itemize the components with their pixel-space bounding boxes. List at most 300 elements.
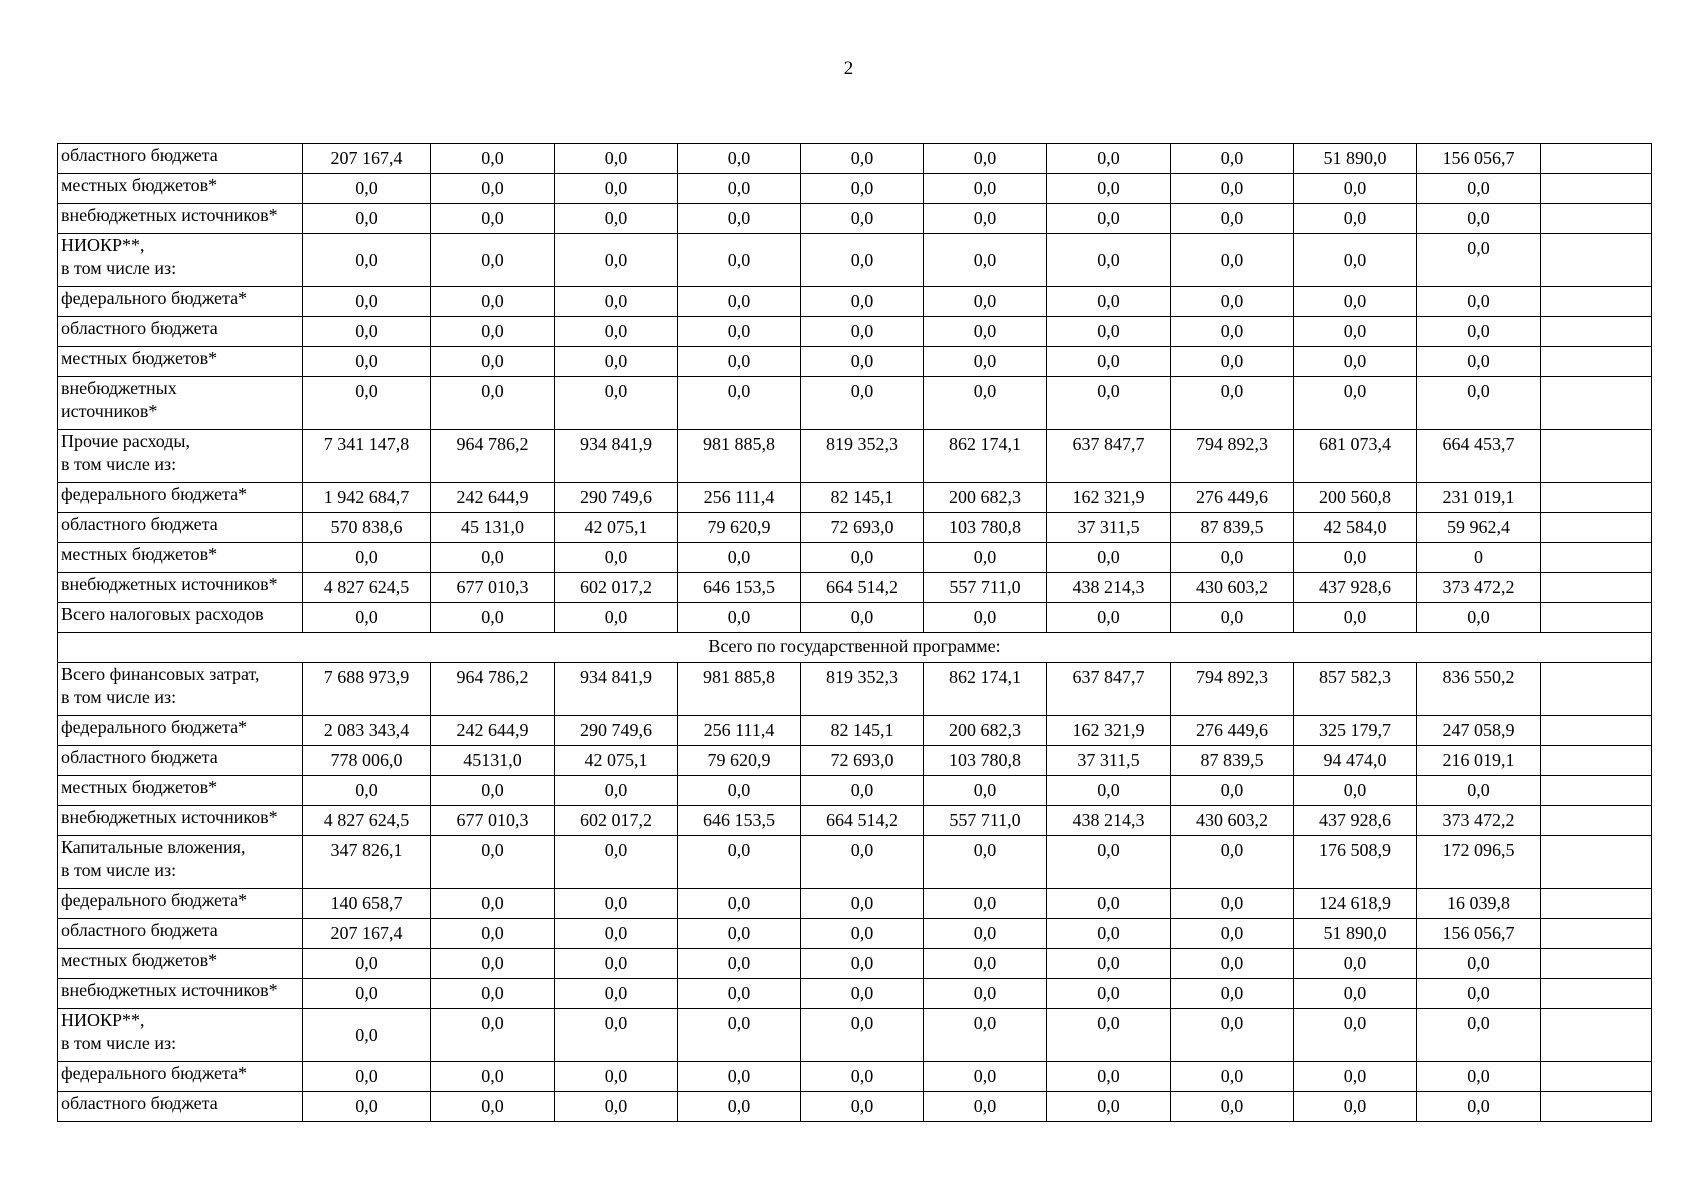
value-cell — [1541, 430, 1652, 483]
value-cell: 0,0 — [1171, 776, 1294, 806]
value-cell: 0,0 — [431, 144, 555, 174]
value-cell: 0,0 — [924, 1009, 1047, 1062]
value-cell: 0,0 — [555, 949, 678, 979]
value-cell: 0,0 — [801, 603, 924, 633]
table-row — [58, 513, 1652, 543]
value-cell: 0,0 — [924, 234, 1047, 287]
value-cell: 0,0 — [1294, 347, 1417, 377]
value-cell: 0,0 — [678, 776, 801, 806]
value-cell: 981 885,8 — [678, 430, 801, 483]
row-label — [58, 949, 303, 979]
value-cell: 373 472,2 — [1417, 806, 1541, 836]
value-cell: 0,0 — [801, 144, 924, 174]
row-label-line: местных бюджетов* — [61, 544, 218, 564]
value-cell: 0,0 — [924, 204, 1047, 234]
value-cell — [1541, 204, 1652, 234]
value-cell: 247 058,9 — [1417, 716, 1541, 746]
value-cell: 0,0 — [1171, 979, 1294, 1009]
value-cell: 4 827 624,5 — [303, 573, 431, 603]
value-cell — [1541, 1009, 1652, 1062]
value-cell — [1541, 836, 1652, 889]
value-cell: 0,0 — [1417, 377, 1541, 430]
value-cell: 0,0 — [431, 776, 555, 806]
value-cell: 0,0 — [1047, 377, 1171, 430]
row-label — [58, 287, 303, 317]
value-cell: 934 841,9 — [555, 430, 678, 483]
value-cell: 207 167,4 — [303, 144, 431, 174]
value-cell: 0,0 — [555, 377, 678, 430]
value-cell: 0,0 — [924, 347, 1047, 377]
section-title: Всего по государственной программе: — [58, 633, 1652, 663]
value-cell: 0,0 — [801, 889, 924, 919]
value-cell: 290 749,6 — [555, 483, 678, 513]
row-label — [58, 1092, 303, 1122]
value-cell — [1541, 949, 1652, 979]
value-cell: 0,0 — [1047, 234, 1171, 287]
row-label-line: НИОКР**, — [61, 1010, 145, 1030]
value-cell: 79 620,9 — [678, 513, 801, 543]
value-cell: 0,0 — [431, 174, 555, 204]
value-cell: 857 582,3 — [1294, 663, 1417, 716]
value-cell: 0,0 — [801, 377, 924, 430]
table-row — [58, 776, 1652, 806]
value-cell: 0,0 — [1417, 1009, 1541, 1062]
value-cell — [1541, 919, 1652, 949]
table-row — [58, 746, 1652, 776]
value-cell: 0,0 — [678, 836, 801, 889]
value-cell: 0,0 — [1047, 919, 1171, 949]
row-label-line: областного бюджета — [61, 318, 218, 338]
value-cell — [1541, 603, 1652, 633]
value-cell: 437 928,6 — [1294, 806, 1417, 836]
value-cell: 0,0 — [1171, 1092, 1294, 1122]
value-cell: 0,0 — [924, 1092, 1047, 1122]
value-cell: 0,0 — [924, 603, 1047, 633]
value-cell: 0,0 — [801, 1092, 924, 1122]
value-cell: 0,0 — [1294, 543, 1417, 573]
value-cell: 2 083 343,4 — [303, 716, 431, 746]
value-cell — [1541, 716, 1652, 746]
value-cell: 0,0 — [1047, 1009, 1171, 1062]
value-cell: 37 311,5 — [1047, 746, 1171, 776]
value-cell: 437 928,6 — [1294, 573, 1417, 603]
value-cell: 0 — [1417, 543, 1541, 573]
row-label-line: в том числе из: — [61, 1033, 177, 1053]
value-cell: 0,0 — [555, 979, 678, 1009]
value-cell: 0,0 — [431, 204, 555, 234]
value-cell: 438 214,3 — [1047, 806, 1171, 836]
row-label-line: внебюджетных источников* — [61, 574, 278, 594]
value-cell: 637 847,7 — [1047, 430, 1171, 483]
value-cell: 216 019,1 — [1417, 746, 1541, 776]
value-cell: 981 885,8 — [678, 663, 801, 716]
value-cell: 0,0 — [303, 1009, 431, 1062]
row-label — [58, 919, 303, 949]
value-cell: 0,0 — [1047, 836, 1171, 889]
row-label — [58, 979, 303, 1009]
value-cell: 0,0 — [678, 949, 801, 979]
value-cell: 0,0 — [555, 776, 678, 806]
value-cell: 778 006,0 — [303, 746, 431, 776]
value-cell: 162 321,9 — [1047, 716, 1171, 746]
value-cell: 0,0 — [924, 543, 1047, 573]
value-cell — [1541, 1062, 1652, 1092]
table-row — [58, 806, 1652, 836]
value-cell: 0,0 — [555, 1092, 678, 1122]
value-cell: 664 453,7 — [1417, 430, 1541, 483]
row-label-line: в том числе из: — [61, 687, 177, 707]
value-cell: 0,0 — [555, 1062, 678, 1092]
value-cell: 7 341 147,8 — [303, 430, 431, 483]
value-cell: 0,0 — [1171, 174, 1294, 204]
value-cell: 0,0 — [1171, 234, 1294, 287]
value-cell: 0,0 — [555, 144, 678, 174]
value-cell: 37 311,5 — [1047, 513, 1171, 543]
value-cell: 256 111,4 — [678, 716, 801, 746]
value-cell: 664 514,2 — [801, 806, 924, 836]
value-cell: 0,0 — [1047, 1062, 1171, 1092]
value-cell: 94 474,0 — [1294, 746, 1417, 776]
value-cell: 0,0 — [431, 889, 555, 919]
value-cell: 0,0 — [1417, 317, 1541, 347]
value-cell: 200 682,3 — [924, 716, 1047, 746]
value-cell: 0,0 — [555, 287, 678, 317]
value-cell: 231 019,1 — [1417, 483, 1541, 513]
value-cell: 0,0 — [303, 174, 431, 204]
value-cell: 0,0 — [801, 919, 924, 949]
value-cell: 0,0 — [678, 603, 801, 633]
table-row — [58, 603, 1652, 633]
value-cell — [1541, 174, 1652, 204]
row-label — [58, 776, 303, 806]
row-label — [58, 513, 303, 543]
value-cell: 207 167,4 — [303, 919, 431, 949]
value-cell: 0,0 — [801, 287, 924, 317]
value-cell: 0,0 — [1047, 889, 1171, 919]
value-cell: 0,0 — [801, 543, 924, 573]
value-cell: 0,0 — [1047, 776, 1171, 806]
value-cell: 0,0 — [678, 919, 801, 949]
value-cell: 0,0 — [431, 836, 555, 889]
value-cell: 0,0 — [801, 204, 924, 234]
value-cell: 72 693,0 — [801, 513, 924, 543]
value-cell: 172 096,5 — [1417, 836, 1541, 889]
table-row — [58, 1009, 1652, 1062]
value-cell: 0,0 — [555, 603, 678, 633]
table-row — [58, 347, 1652, 377]
value-cell — [1541, 663, 1652, 716]
table-row — [58, 919, 1652, 949]
row-label — [58, 603, 303, 633]
value-cell: 0,0 — [1417, 979, 1541, 1009]
value-cell: 0,0 — [431, 1092, 555, 1122]
row-label — [58, 573, 303, 603]
value-cell: 0,0 — [1171, 603, 1294, 633]
value-cell: 0,0 — [924, 949, 1047, 979]
value-cell — [1541, 889, 1652, 919]
value-cell: 0,0 — [1294, 1009, 1417, 1062]
value-cell: 0,0 — [801, 836, 924, 889]
row-label — [58, 663, 303, 716]
value-cell: 0,0 — [555, 543, 678, 573]
value-cell: 0,0 — [678, 1092, 801, 1122]
value-cell: 438 214,3 — [1047, 573, 1171, 603]
value-cell: 0,0 — [678, 287, 801, 317]
row-label-line: областного бюджета — [61, 747, 218, 767]
value-cell: 256 111,4 — [678, 483, 801, 513]
value-cell: 0,0 — [1417, 347, 1541, 377]
row-label-line: областного бюджета — [61, 1093, 218, 1113]
value-cell: 0,0 — [555, 1009, 678, 1062]
table-row — [58, 543, 1652, 573]
row-label-line: областного бюджета — [61, 145, 218, 165]
value-cell: 0,0 — [303, 317, 431, 347]
value-cell: 82 145,1 — [801, 483, 924, 513]
value-cell: 0,0 — [801, 776, 924, 806]
value-cell: 0,0 — [1417, 287, 1541, 317]
row-label — [58, 204, 303, 234]
value-cell: 0,0 — [801, 317, 924, 347]
row-label-line: внебюджетных источников* — [61, 807, 278, 827]
value-cell: 87 839,5 — [1171, 746, 1294, 776]
row-label — [58, 1062, 303, 1092]
table-row — [58, 174, 1652, 204]
row-label-line: местных бюджетов* — [61, 950, 218, 970]
row-label-line: местных бюджетов* — [61, 175, 218, 195]
value-cell: 156 056,7 — [1417, 144, 1541, 174]
value-cell: 0,0 — [1047, 543, 1171, 573]
value-cell: 0,0 — [924, 144, 1047, 174]
value-cell: 82 145,1 — [801, 716, 924, 746]
value-cell: 664 514,2 — [801, 573, 924, 603]
table-row — [58, 377, 1652, 430]
value-cell: 646 153,5 — [678, 806, 801, 836]
value-cell — [1541, 543, 1652, 573]
value-cell: 677 010,3 — [431, 806, 555, 836]
value-cell: 934 841,9 — [555, 663, 678, 716]
budget-table — [57, 143, 1652, 1122]
value-cell: 0,0 — [1294, 603, 1417, 633]
value-cell: 430 603,2 — [1171, 573, 1294, 603]
value-cell: 0,0 — [303, 234, 431, 287]
value-cell: 0,0 — [678, 377, 801, 430]
table-row — [58, 317, 1652, 347]
value-cell: 862 174,1 — [924, 430, 1047, 483]
value-cell: 0,0 — [924, 889, 1047, 919]
value-cell: 0,0 — [303, 1062, 431, 1092]
value-cell: 0,0 — [924, 919, 1047, 949]
value-cell: 0,0 — [1171, 347, 1294, 377]
value-cell: 0,0 — [303, 776, 431, 806]
value-cell: 0,0 — [678, 979, 801, 1009]
row-label — [58, 347, 303, 377]
value-cell: 0,0 — [555, 317, 678, 347]
value-cell: 0,0 — [431, 317, 555, 347]
value-cell: 103 780,8 — [924, 513, 1047, 543]
value-cell: 0,0 — [1294, 204, 1417, 234]
table-row — [58, 234, 1652, 287]
value-cell: 0,0 — [555, 347, 678, 377]
value-cell: 0,0 — [1171, 919, 1294, 949]
row-label-line: Всего финансовых затрат, — [61, 664, 260, 684]
value-cell: 59 962,4 — [1417, 513, 1541, 543]
row-label-line: федерального бюджета* — [61, 890, 248, 910]
value-cell: 0,0 — [678, 144, 801, 174]
value-cell: 51 890,0 — [1294, 144, 1417, 174]
value-cell: 964 786,2 — [431, 663, 555, 716]
value-cell: 0,0 — [924, 1062, 1047, 1092]
table-row — [58, 430, 1652, 483]
value-cell: 0,0 — [555, 174, 678, 204]
value-cell: 819 352,3 — [801, 430, 924, 483]
value-cell: 836 550,2 — [1417, 663, 1541, 716]
value-cell: 0,0 — [303, 377, 431, 430]
value-cell: 862 174,1 — [924, 663, 1047, 716]
value-cell: 794 892,3 — [1171, 430, 1294, 483]
value-cell: 79 620,9 — [678, 746, 801, 776]
value-cell: 0,0 — [431, 347, 555, 377]
row-label — [58, 806, 303, 836]
table-row — [58, 716, 1652, 746]
row-label-line: Прочие расходы, — [61, 431, 190, 451]
value-cell: 0,0 — [1171, 543, 1294, 573]
value-cell — [1541, 806, 1652, 836]
value-cell: 0,0 — [801, 174, 924, 204]
value-cell: 677 010,3 — [431, 573, 555, 603]
table-row — [58, 979, 1652, 1009]
row-label — [58, 716, 303, 746]
row-label — [58, 430, 303, 483]
value-cell: 0,0 — [801, 949, 924, 979]
value-cell: 0,0 — [1171, 287, 1294, 317]
value-cell: 0,0 — [303, 543, 431, 573]
value-cell: 557 711,0 — [924, 573, 1047, 603]
value-cell: 0,0 — [1047, 174, 1171, 204]
row-label — [58, 1009, 303, 1062]
value-cell: 0,0 — [1047, 949, 1171, 979]
value-cell: 1 942 684,7 — [303, 483, 431, 513]
value-cell: 0,0 — [924, 317, 1047, 347]
row-label-line: областного бюджета — [61, 514, 218, 534]
row-label-line: Капитальные вложения, — [61, 837, 246, 857]
value-cell: 0,0 — [924, 377, 1047, 430]
value-cell: 373 472,2 — [1417, 573, 1541, 603]
value-cell: 0,0 — [1171, 1009, 1294, 1062]
section-header-row — [58, 633, 1652, 663]
value-cell: 0,0 — [924, 836, 1047, 889]
value-cell: 0,0 — [1171, 204, 1294, 234]
row-label-line: в том числе из: — [61, 258, 177, 278]
value-cell: 794 892,3 — [1171, 663, 1294, 716]
value-cell: 0,0 — [924, 174, 1047, 204]
value-cell: 0,0 — [678, 174, 801, 204]
value-cell: 0,0 — [924, 979, 1047, 1009]
value-cell: 0,0 — [431, 919, 555, 949]
row-label-line: федерального бюджета* — [61, 484, 248, 504]
value-cell: 0,0 — [678, 1062, 801, 1092]
table-row — [58, 483, 1652, 513]
value-cell: 0,0 — [1047, 144, 1171, 174]
value-cell: 0,0 — [1417, 949, 1541, 979]
value-cell: 646 153,5 — [678, 573, 801, 603]
value-cell: 0,0 — [1171, 1062, 1294, 1092]
value-cell: 7 688 973,9 — [303, 663, 431, 716]
value-cell: 0,0 — [678, 204, 801, 234]
value-cell — [1541, 776, 1652, 806]
value-cell — [1541, 483, 1652, 513]
value-cell: 0,0 — [1294, 949, 1417, 979]
value-cell: 140 658,7 — [303, 889, 431, 919]
value-cell: 42 075,1 — [555, 513, 678, 543]
row-label-line: федерального бюджета* — [61, 288, 248, 308]
value-cell: 42 584,0 — [1294, 513, 1417, 543]
value-cell: 0,0 — [303, 204, 431, 234]
value-cell: 290 749,6 — [555, 716, 678, 746]
value-cell: 602 017,2 — [555, 806, 678, 836]
value-cell: 0,0 — [801, 347, 924, 377]
row-label-line: внебюджетных — [61, 378, 177, 398]
value-cell: 0,0 — [924, 776, 1047, 806]
value-cell: 347 826,1 — [303, 836, 431, 889]
table-row — [58, 573, 1652, 603]
value-cell: 242 644,9 — [431, 483, 555, 513]
value-cell: 430 603,2 — [1171, 806, 1294, 836]
value-cell: 0,0 — [801, 1062, 924, 1092]
table-row — [58, 1062, 1652, 1092]
value-cell: 0,0 — [1294, 234, 1417, 287]
value-cell — [1541, 317, 1652, 347]
table-row — [58, 144, 1652, 174]
value-cell: 0,0 — [1417, 174, 1541, 204]
value-cell: 0,0 — [1294, 979, 1417, 1009]
table-row — [58, 836, 1652, 889]
table-row — [58, 889, 1652, 919]
value-cell: 0,0 — [801, 234, 924, 287]
value-cell: 0,0 — [555, 889, 678, 919]
value-cell: 0,0 — [678, 1009, 801, 1062]
value-cell: 0,0 — [431, 1062, 555, 1092]
value-cell: 0,0 — [678, 543, 801, 573]
row-label-line: федерального бюджета* — [61, 1063, 248, 1083]
value-cell: 0,0 — [924, 287, 1047, 317]
value-cell: 0,0 — [1294, 287, 1417, 317]
value-cell: 0,0 — [1294, 174, 1417, 204]
value-cell: 0,0 — [303, 603, 431, 633]
value-cell: 0,0 — [1417, 776, 1541, 806]
value-cell: 0,0 — [1047, 347, 1171, 377]
row-label-line: источников* — [61, 401, 158, 421]
value-cell: 557 711,0 — [924, 806, 1047, 836]
value-cell — [1541, 979, 1652, 1009]
value-cell: 162 321,9 — [1047, 483, 1171, 513]
value-cell: 0,0 — [303, 949, 431, 979]
value-cell: 124 618,9 — [1294, 889, 1417, 919]
row-label-line: внебюджетных источников* — [61, 980, 278, 1000]
value-cell: 0,0 — [555, 836, 678, 889]
value-cell: 176 508,9 — [1294, 836, 1417, 889]
value-cell: 819 352,3 — [801, 663, 924, 716]
table-row — [58, 663, 1652, 716]
value-cell: 242 644,9 — [431, 716, 555, 746]
value-cell: 0,0 — [431, 543, 555, 573]
row-label-line: Всего налоговых расходов — [61, 604, 264, 624]
value-cell: 45131,0 — [431, 746, 555, 776]
row-label — [58, 836, 303, 889]
value-cell: 0,0 — [1047, 204, 1171, 234]
row-label — [58, 483, 303, 513]
value-cell — [1541, 347, 1652, 377]
value-cell: 0,0 — [1294, 776, 1417, 806]
